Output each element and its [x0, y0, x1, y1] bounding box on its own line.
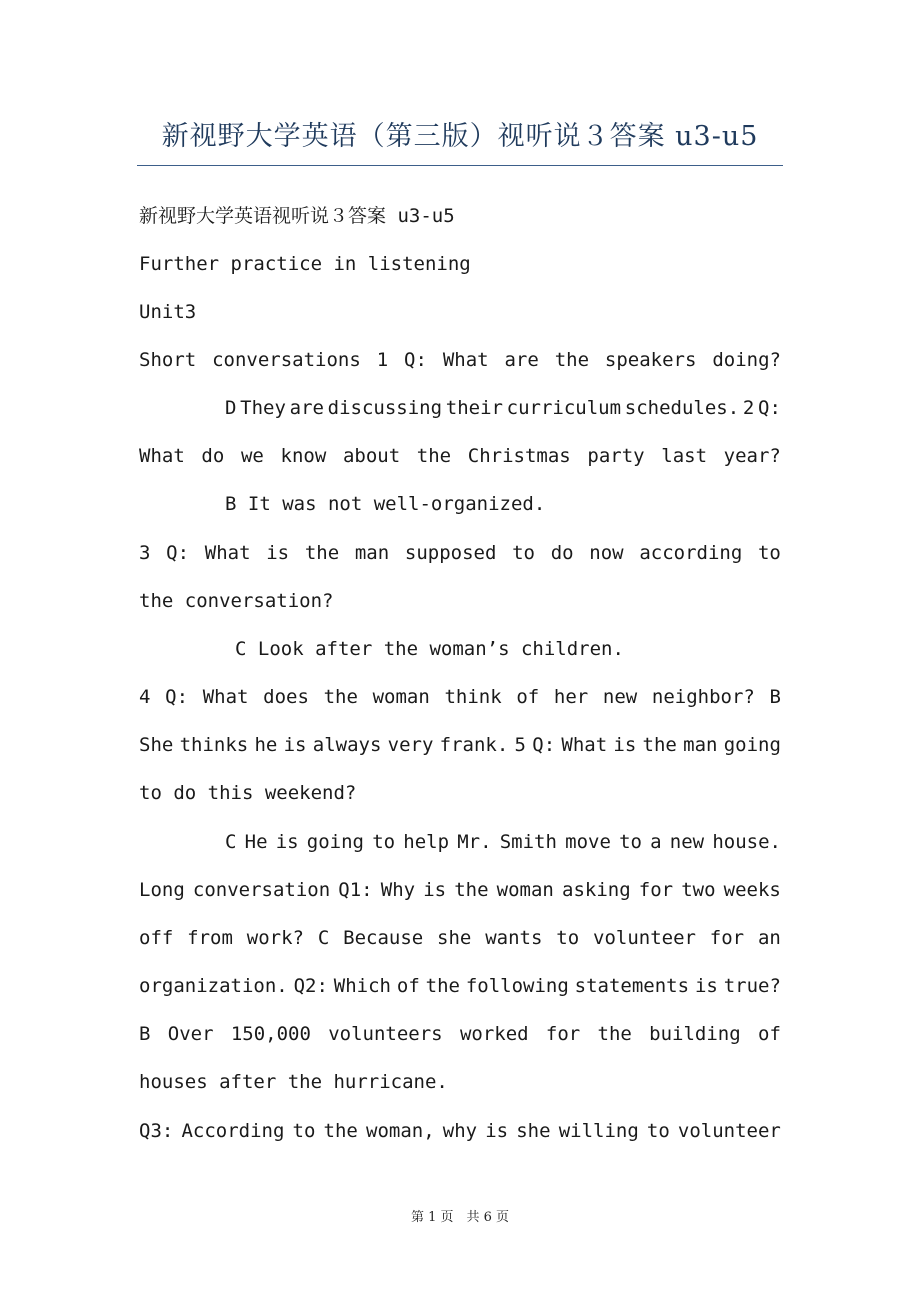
word: following	[465, 975, 569, 997]
word: asking	[562, 879, 631, 901]
word: Long	[139, 879, 185, 901]
word: the	[597, 1023, 632, 1045]
word: He	[244, 831, 268, 853]
word: 4	[139, 686, 151, 708]
word: their	[445, 397, 503, 419]
word: schedules.	[624, 397, 740, 419]
word: What	[442, 349, 489, 371]
word: party	[587, 445, 645, 467]
word: man	[683, 734, 718, 756]
word: work?	[246, 927, 304, 949]
word: do	[550, 542, 574, 564]
word: conversations	[212, 349, 361, 371]
text-line	[139, 1021, 781, 1047]
word: to	[556, 927, 580, 949]
word: to	[292, 1120, 316, 1142]
word: volunteer	[593, 927, 696, 949]
word: man	[354, 542, 390, 564]
word: frank.	[439, 734, 509, 756]
word: Which	[333, 975, 391, 997]
word: What	[561, 734, 608, 756]
word: think	[444, 686, 502, 708]
word: building	[649, 1023, 741, 1045]
word: two	[681, 879, 716, 901]
word: doing?	[712, 349, 781, 371]
word: Q:	[404, 349, 427, 371]
word: to	[512, 542, 535, 564]
word: Q2:	[293, 975, 328, 997]
text-line	[139, 925, 781, 951]
word: B	[139, 1023, 151, 1045]
word: What	[202, 686, 249, 708]
text-line: Further practice in listening	[139, 253, 471, 275]
text-line	[139, 829, 781, 855]
text-line: the conversation?	[139, 590, 334, 612]
word: year?	[723, 445, 781, 467]
text-line: to do this weekend?	[139, 782, 357, 804]
page-number: 第 1 页 共 6 页	[410, 1210, 510, 1225]
word: organization.	[139, 975, 288, 997]
word: very	[387, 734, 434, 756]
word: wants	[485, 927, 543, 949]
word: house.	[712, 831, 781, 853]
document-title: 新视野大学英语（第三版）视听说３答案 u3-u5	[161, 121, 759, 152]
text-line	[139, 443, 781, 469]
word: true?	[723, 975, 781, 997]
word: she	[437, 927, 472, 949]
word: Why	[380, 879, 416, 901]
word: is	[283, 734, 307, 756]
word: volunteer	[677, 1120, 781, 1142]
text-line	[139, 395, 781, 421]
word: Q:	[165, 686, 189, 708]
word: 150,000	[230, 1023, 311, 1045]
text-line: Unit3	[139, 301, 197, 323]
word: discussing	[327, 397, 443, 419]
word: the	[416, 445, 452, 467]
word: the	[323, 686, 358, 708]
word: 3	[139, 542, 151, 564]
text-line	[139, 973, 781, 999]
word: from	[187, 927, 233, 949]
word: thinks	[179, 734, 249, 756]
word: D	[225, 397, 237, 419]
text-line	[139, 877, 781, 903]
word: new	[669, 831, 705, 853]
word: he	[254, 734, 278, 756]
text-line: B It was not well-organized.	[225, 493, 546, 515]
subtitle-line: 新视野大学英语视听说３答案 u3-u5	[139, 205, 455, 227]
word: going	[723, 734, 781, 756]
word: of	[758, 1023, 781, 1045]
word: Q:	[166, 542, 190, 564]
word: do	[201, 445, 225, 467]
word: of	[516, 686, 540, 708]
word: Because	[343, 927, 424, 949]
word: woman	[372, 686, 430, 708]
text-line: houses after the hurricane.	[139, 1071, 448, 1093]
word: the	[454, 879, 489, 901]
word: new	[602, 686, 638, 708]
word: willing	[558, 1120, 639, 1142]
word: Christmas	[467, 445, 571, 467]
word: is	[485, 1120, 509, 1142]
word: Mr.	[457, 831, 492, 853]
word: woman,	[366, 1120, 435, 1142]
word: is	[275, 831, 299, 853]
word: about	[342, 445, 401, 467]
word: help	[403, 831, 450, 853]
word: for	[709, 927, 745, 949]
text-line: C Look after the woman’s children.	[235, 638, 624, 660]
word: 2	[742, 397, 755, 419]
word: speakers	[604, 349, 697, 371]
word: Q:	[758, 397, 781, 419]
word: Over	[167, 1023, 214, 1045]
word: worked	[459, 1023, 529, 1045]
word: are	[504, 349, 539, 371]
word: They	[240, 397, 286, 419]
word: according	[639, 542, 743, 564]
word: off	[139, 927, 174, 949]
word: is	[694, 975, 718, 997]
word: for	[638, 879, 674, 901]
word: C	[317, 927, 330, 949]
word: statements	[574, 975, 690, 997]
word: Q3:	[139, 1120, 174, 1142]
word: the	[554, 349, 590, 371]
word: is	[266, 542, 290, 564]
word: the	[642, 734, 677, 756]
word: going	[306, 831, 364, 853]
word: 5	[514, 734, 526, 756]
word: the	[304, 542, 340, 564]
title-divider	[137, 165, 783, 166]
word: What	[139, 445, 185, 467]
word: 1	[376, 349, 389, 371]
word: the	[323, 1120, 358, 1142]
word: volunteers	[328, 1023, 443, 1045]
word: to	[372, 831, 396, 853]
word: woman	[496, 879, 554, 901]
word: an	[757, 927, 781, 949]
word: is	[423, 879, 447, 901]
word: of	[396, 975, 420, 997]
text-line	[139, 732, 781, 758]
word: is	[613, 734, 637, 756]
text-line	[139, 1118, 781, 1144]
word: supposed	[404, 542, 497, 564]
word: According	[181, 1120, 285, 1142]
word: we	[240, 445, 264, 467]
word: She	[139, 734, 174, 756]
word: does	[263, 686, 309, 708]
word: neighbor?	[651, 686, 755, 708]
word: weeks	[723, 879, 781, 901]
text-line	[139, 684, 781, 710]
word: to	[757, 542, 781, 564]
word: a	[650, 831, 662, 853]
word: why	[442, 1120, 478, 1142]
word: last	[661, 445, 708, 467]
word: to	[619, 831, 642, 853]
word: What	[204, 542, 251, 564]
word: the	[425, 975, 460, 997]
word: for	[545, 1023, 581, 1045]
text-line	[139, 347, 781, 373]
word: B	[769, 686, 781, 708]
word: are	[289, 397, 324, 419]
word: C	[225, 831, 237, 853]
word: her	[553, 686, 589, 708]
text-line	[139, 540, 781, 566]
word: Short	[139, 349, 197, 371]
word: Q:	[532, 734, 556, 756]
word: to	[646, 1120, 670, 1142]
word: she	[516, 1120, 551, 1142]
word: Q1:	[338, 879, 373, 901]
word: now	[589, 542, 624, 564]
word: conversation	[192, 879, 331, 901]
word: curriculum	[506, 397, 622, 419]
word: know	[280, 445, 327, 467]
word: Smith	[499, 831, 557, 853]
word: move	[565, 831, 611, 853]
word: always	[312, 734, 382, 756]
